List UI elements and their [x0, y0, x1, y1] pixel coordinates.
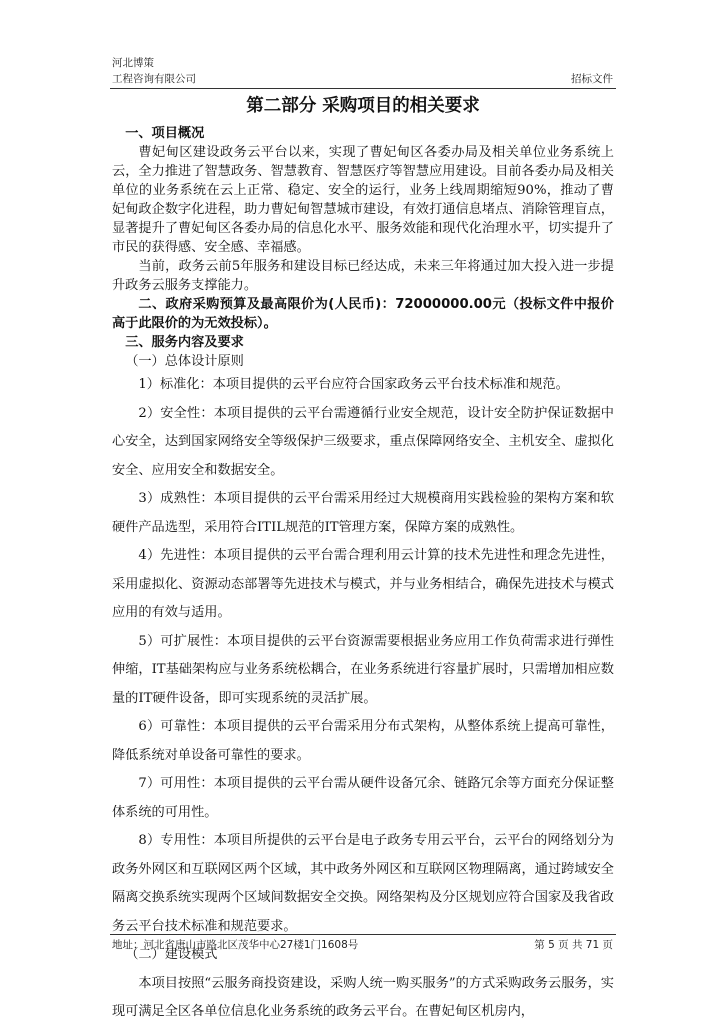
footer-page-number: 第 5 页 共 71 页: [534, 939, 613, 951]
footer-divider: [110, 934, 616, 935]
principle-item-1: 1）标准化：本项目提供的云平台应符合国家政务云平台技术标准和规范。: [138, 377, 569, 392]
header-company-line2: 工程咨询有限公司: [112, 73, 196, 85]
principle-item-6: 6）可靠性：本项目提供的云平台需采用分布式架构，从整体系统上提高可靠性，降低系统对单设备可靠性的要求。: [112, 719, 614, 763]
principle-item-8: 8）专用性：本项目所提供的云平台是电子政务专用云平台，云平台的网络划分为政务外网区和互联网区两个区域，其中政务外网区和互联网区物理隔离，通过跨域安全隔离交换系统实现两个区域间数据安全交换。网络架构及分区规划应符合国家及我省政务云平台技术标准和规范要求。: [112, 833, 614, 934]
header-company-line1: 河北博策: [112, 57, 154, 69]
principle-item-2: 2）安全性：本项目提供的云平台需遵循行业安全规范，设计安全防护保证数据中心安全，达到国家网络安全等级保护三级要求，重点保障网络安全、主机安全、虚拟化安全、应用安全和数据安全。: [112, 405, 614, 478]
header-divider: [110, 88, 616, 89]
section1-paragraph-1: 曹妃甸区建设政务云平台以来，实现了曹妃甸区各委办局及相关单位业务系统上云，全力推进了智慧政务、智慧教育、智慧医疗等智慧应用建设。目前各委办局及相关单位的业务系统在云上正常、稳定、安全的运行，业务上线周期缩短90%，推动了曹妃甸政企数字化进程，助力曹妃甸智慧城市建设，有效打通信息堵点、消除管理盲点，显著提升了曹妃甸区各委办局的信息化水平、服务效能和现代化治理水平，切实提升了市民的获得感、安全感、幸福感。: [112, 145, 614, 255]
section2-budget-heading: 二、政府采购预算及最高限价为(人民币)：72000000.00元（投标文件中报价高于此限价的为无效投标）。: [112, 297, 614, 331]
construction-mode-paragraph: 本项目按照“云服务商投资建设，采购人统一购买服务”的方式采购政务云服务，实现可满足全区各单位信息化业务系统的政务云平台。在曹妃甸区机房内，: [112, 975, 614, 1019]
section-project-overview: [112, 124, 614, 371]
section1-paragraph-2: 当前，政务云前5年服务和建设目标已经达成，未来三年将通过加大投入进一步提升政务云服务支撑能力。: [112, 259, 614, 293]
section3-heading: 三、服务内容及要求: [125, 335, 244, 350]
principle-item-5: 5）可扩展性：本项目提供的云平台资源需要根据业务应用工作负荷需求进行弹性伸缩，IT基础架构应与业务系统松耦合，在业务系统进行容量扩展时，只需增加相应数量的IT硬件设备，即可实现系统的灵活扩展。: [112, 633, 614, 706]
page-title: 第二部分 采购项目的相关要求: [246, 96, 480, 116]
page-content: [112, 94, 614, 1027]
header-company: [112, 55, 196, 87]
footer-address: 地址：河北省唐山市路北区茂华中心27楼1门1608号: [112, 939, 359, 951]
principle-item-3: 3）成熟性：本项目提供的云平台需采用经过大规模商用实践检验的架构方案和软硬件产品选型，采用符合ITIL规范的IT管理方案，保障方案的成熟性。: [112, 491, 614, 535]
principle-item-7: 7）可用性：本项目提供的云平台需从硬件设备冗余、链路冗余等方面充分保证整体系统的可用性。: [112, 776, 614, 820]
section-design-principles: [112, 371, 614, 1027]
principle-item-4: 4）先进性：本项目提供的云平台需合理利用云计算的技术先进性和理念先进性，采用虚拟化、资源动态部署等先进技术与模式，并与业务相结合，确保先进技术与模式应用的有效与适用。: [112, 548, 614, 620]
section3-subheading-1: （一）总体设计原则: [125, 354, 244, 369]
section3-subheading-2: （二）建设模式: [125, 947, 218, 962]
section1-heading: 一、项目概况: [125, 126, 205, 141]
header-doc-label: 招标文件: [571, 73, 613, 85]
